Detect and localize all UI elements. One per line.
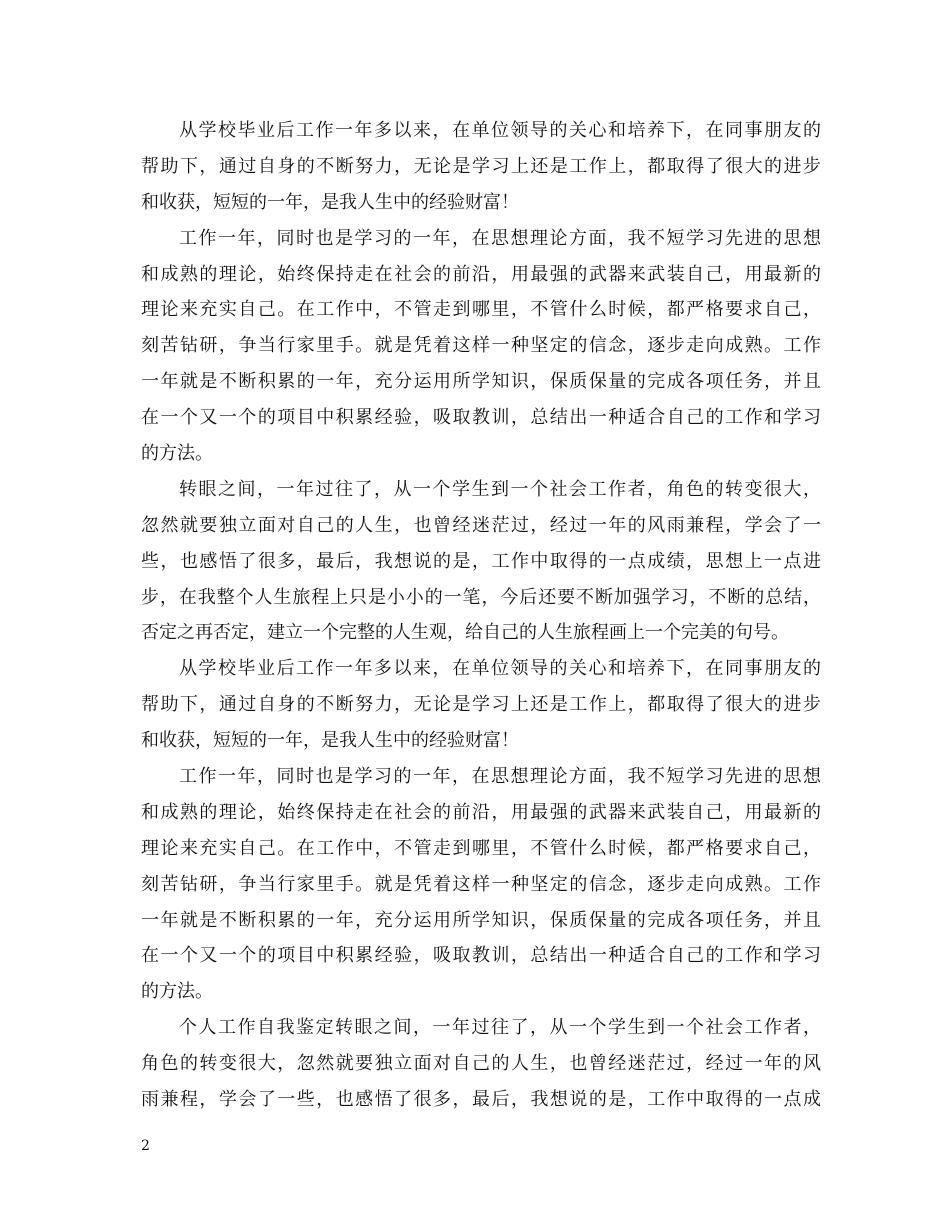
text-line: 工作一年，同时也是学习的一年，在思想理论方面，我不短学习先进的思想 [179, 766, 821, 788]
text-line: 转眼之间，一年过往了，从一个学生到一个社会工作者，角色的转变很大， [179, 478, 821, 500]
text-line: 刻苦钻研，争当行家里手。就是凭着这样一种坚定的信念，逐步走向成熟。工作 [141, 873, 821, 895]
text-line: 一年就是不断积累的一年，充分运用所学知识，保质保量的完成各项任务，并且 [141, 909, 821, 931]
text-line: 帮助下，通过自身的不断努力，无论是学习上还是工作上，都取得了很大的进步 [141, 155, 821, 177]
text-line: 在一个又一个的项目中积累经验，吸取教训，总结出一种适合自己的工作和学习 [141, 945, 821, 967]
text-line: 在一个又一个的项目中积累经验，吸取教训，总结出一种适合自己的工作和学习 [141, 407, 821, 429]
text-line: 雨兼程，学会了一些，也感悟了很多，最后，我想说的是，工作中取得的一点成 [141, 1089, 821, 1111]
text-line: 从学校毕业后工作一年多以来，在单位领导的关心和培养下，在同事朋友的 [179, 120, 821, 141]
text-line: 和收获，短短的一年，是我人生中的经验财富！ [141, 191, 519, 213]
text-line: 些，也感悟了很多，最后，我想说的是，工作中取得的一点成绩，思想上一点进 [141, 550, 821, 572]
text-line: 理论来充实自己。在工作中，不管走到哪里，不管什么时候，都严格要求自己， [141, 837, 821, 859]
text-line: 否定之再否定，建立一个完整的人生观，给自己的人生旅程画上一个完美的句号。 [141, 622, 789, 644]
text-line: 的方法。 [141, 981, 213, 1003]
document-body [141, 113, 821, 1118]
text-line: 忽然就要独立面对自己的人生，也曾经迷茫过，经过一年的风雨兼程，学会了一 [141, 514, 821, 536]
text-line: 帮助下，通过自身的不断努力，无论是学习上还是工作上，都取得了很大的进步 [141, 694, 821, 716]
text-line: 理论来充实自己。在工作中，不管走到哪里，不管什么时候，都严格要求自己， [141, 299, 821, 321]
page-number: 2 [141, 1138, 150, 1154]
text-line: 工作一年，同时也是学习的一年，在思想理论方面，我不短学习先进的思想 [179, 227, 821, 249]
text-line: 角色的转变很大，忽然就要独立面对自己的人生，也曾经迷茫过，经过一年的风 [141, 1053, 821, 1075]
text-line: 和收获，短短的一年，是我人生中的经验财富！ [141, 730, 519, 752]
text-line: 步，在我整个人生旅程上只是小小的一笔，今后还要不断加强学习，不断的总结， [141, 586, 821, 608]
text-line: 刻苦钻研，争当行家里手。就是凭着这样一种坚定的信念，逐步走向成熟。工作 [141, 335, 821, 357]
text-line: 的方法。 [141, 443, 213, 465]
text-line: 和成熟的理论，始终保持走在社会的前沿，用最强的武器来武装自己，用最新的 [141, 263, 821, 285]
text-line: 从学校毕业后工作一年多以来，在单位领导的关心和培养下，在同事朋友的 [179, 658, 821, 680]
text-line: 一年就是不断积累的一年，充分运用所学知识，保质保量的完成各项任务，并且 [141, 371, 821, 393]
text-line: 个人工作自我鉴定转眼之间，一年过往了，从一个学生到一个社会工作者， [179, 1017, 821, 1039]
text-line: 和成熟的理论，始终保持走在社会的前沿，用最强的武器来武装自己，用最新的 [141, 801, 821, 823]
